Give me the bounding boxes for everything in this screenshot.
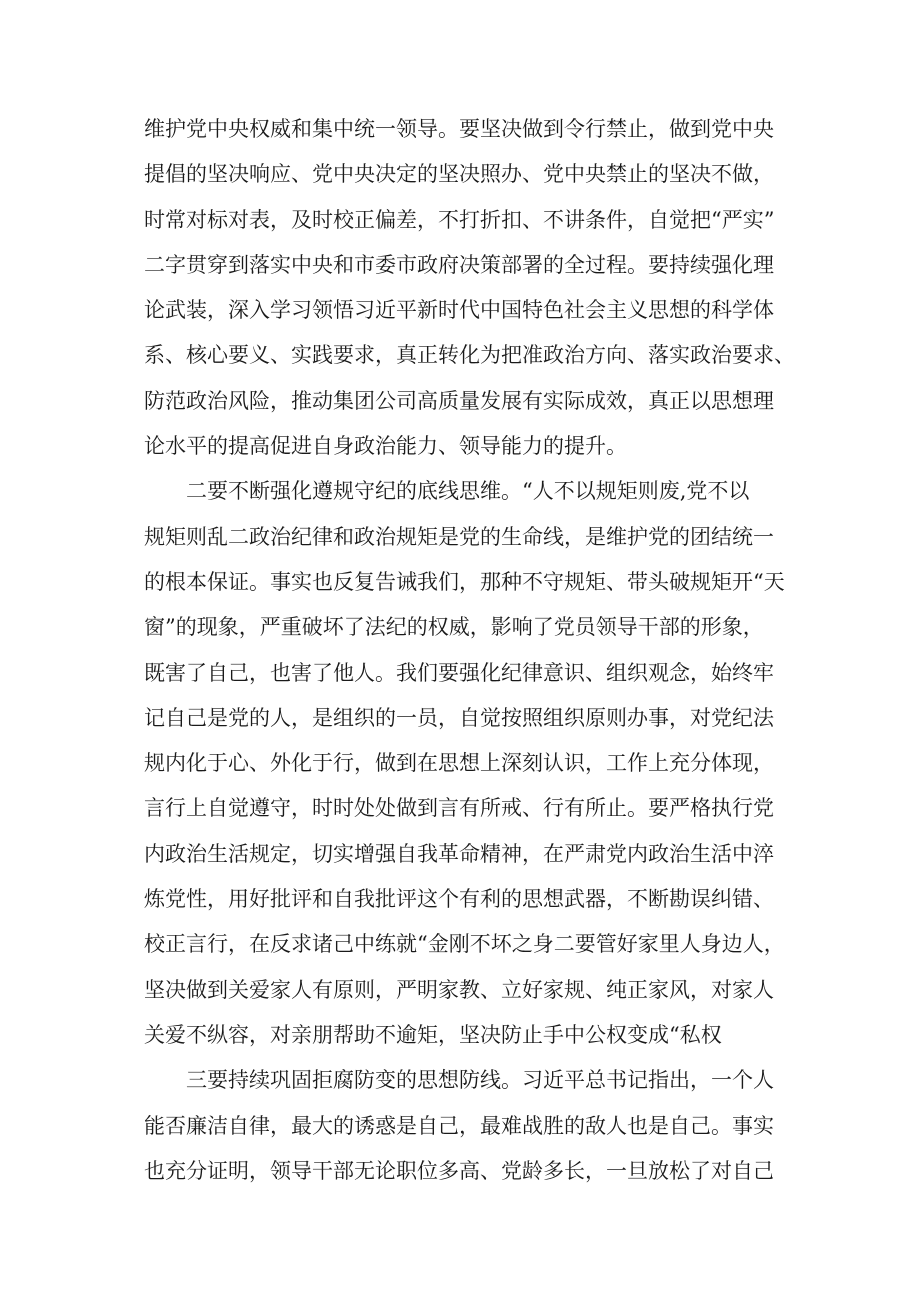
text-line: 能否廉洁自律，最大的诱惑是自己，最难战胜的敌人也是自己。事实 [144, 1113, 774, 1138]
text-line: 既害了自己，也害了他人。我们要强化纪律意识、组织观念，始终牢 [144, 660, 774, 685]
text-line: 关爱不纵容，对亲朋帮助不逾矩，坚决防止手中公权变成“私权 [144, 1022, 722, 1047]
paragraph-1 [144, 107, 804, 469]
text-line: 言行上自觉遵守，时时处处做到言有所戒、行有所止。要严格执行党 [144, 796, 774, 821]
text-line: 二字贯穿到落实中央和市委市政府决策部署的全过程。要持续强化理 [144, 252, 774, 277]
text-line: 时常对标对表，及时校正偏差，不打折扣、不讲条件，自觉把“严实” [144, 207, 775, 232]
text-line: 也充分证明，领导干部无论职位多高、党龄多长，一旦放松了对自己 [144, 1158, 774, 1183]
text-line: 维护党中央权威和集中统一领导。要坚决做到令行禁止，做到党中央 [144, 117, 774, 141]
document-body [144, 107, 804, 1194]
text-line: 防范政治风险，推动集团公司高质量发展有实际成效，真正以思想理 [144, 388, 774, 413]
text-line: 记自己是党的人，是组织的一员，自觉按照组织原则办事，对党纪法 [144, 705, 774, 730]
text-line: 系、核心要义、实践要求，真正转化为把准政治方向、落实政治要求、 [144, 343, 795, 368]
text-line: 规内化于心、外化于行，做到在思想上深刻认识，工作上充分体现， [144, 751, 774, 776]
text-line: 规矩则乱二政治纪律和政治规矩是党的生命线，是维护党的团结统一 [144, 524, 774, 549]
text-line: 窗”的现象，严重破坏了法纪的权威，影响了党员领导干部的形象， [144, 615, 764, 640]
text-line: 校正言行，在反求诸己中练就“金刚不坏之身二要管好家里人身边人， [144, 932, 785, 957]
paragraph-2 [144, 469, 804, 1058]
text-line: 的根本保证。事实也反复告诫我们，那种不守规矩、带头破规矩开“天 [144, 569, 785, 594]
text-line: 论水平的提高促进自身政治能力、领导能力的提升。 [144, 434, 627, 459]
text-line: 内政治生活规定，切实增强自我革命精神，在严肃党内政治生活中淬 [144, 841, 774, 866]
text-line: 论武装，深入学习领悟习近平新时代中国特色社会主义思想的科学体 [144, 298, 774, 323]
text-line: 坚决做到关爱家人有原则，严明家教、立好家规、纯正家风，对家人 [144, 977, 774, 1002]
paragraph-3 [144, 1058, 804, 1194]
text-line: 提倡的坚决响应、党中央决定的坚决照办、党中央禁止的坚决不做， [144, 162, 774, 187]
text-line: 炼党性，用好批评和自我批评这个有利的思想武器，不断勘误纠错、 [144, 887, 774, 912]
text-line: 二要不断强化遵规守纪的底线思维。“人不以规矩则废,党不以 [144, 479, 750, 504]
text-line: 三要持续巩固拒腐防变的思想防线。习近平总书记指出，一个人 [144, 1068, 774, 1093]
